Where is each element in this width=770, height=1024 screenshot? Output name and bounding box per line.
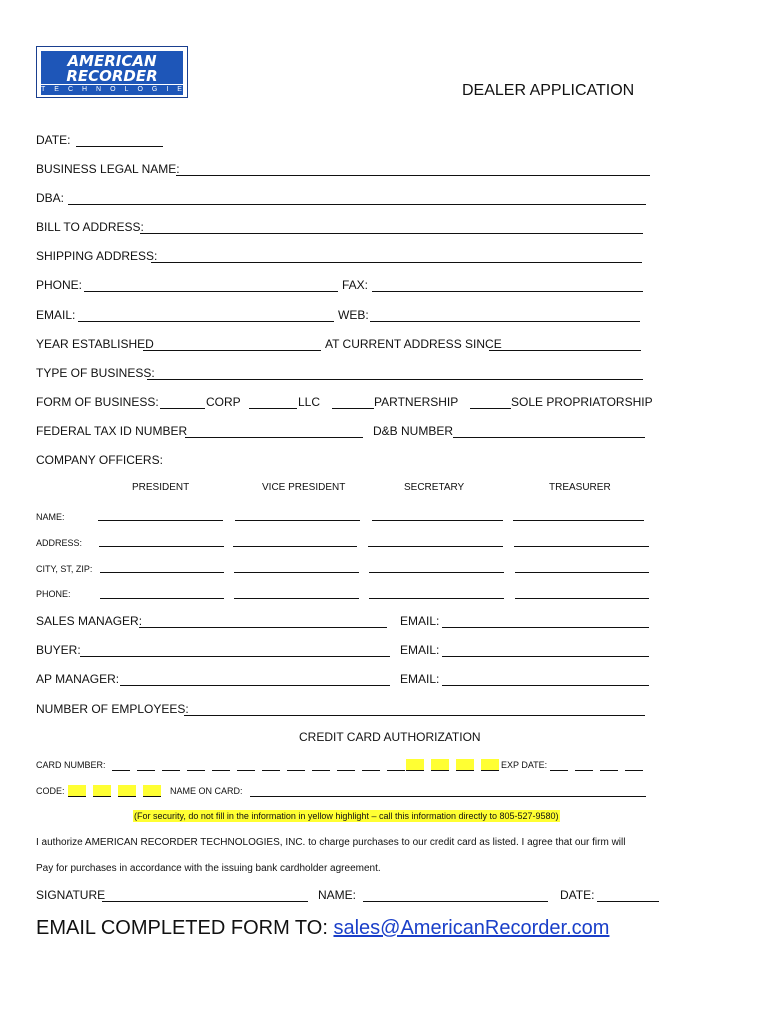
vp-name-field[interactable] [235, 520, 360, 521]
phone-field[interactable] [84, 291, 338, 292]
security-code-digit[interactable] [118, 785, 136, 797]
card-digit[interactable] [337, 770, 355, 771]
code-label: CODE: [36, 786, 65, 796]
card-digit[interactable] [137, 770, 155, 771]
card-digit[interactable] [287, 770, 305, 771]
name-on-card-label: NAME ON CARD: [170, 786, 243, 796]
fax-label: FAX: [342, 278, 369, 292]
sole-prop-label: SOLE PROPRIATORSHIP [511, 395, 653, 409]
year-established-label: YEAR ESTABLISHED [36, 337, 154, 351]
signature-name-label: NAME: [318, 888, 357, 902]
logo-line-3: TECHNOLOGIES [41, 86, 205, 93]
date-label: DATE: [36, 133, 71, 147]
form-of-business-label: FORM OF BUSINESS: [36, 395, 159, 409]
employees-label: NUMBER OF EMPLOYEES: [36, 702, 189, 716]
shipping-address-field[interactable] [151, 262, 642, 263]
exp-date-digit[interactable] [550, 770, 568, 771]
partnership-field[interactable] [332, 408, 374, 409]
treasurer-address-field[interactable] [514, 546, 649, 547]
dnb-number-field[interactable] [453, 437, 645, 438]
dnb-number-label: D&B NUMBER [373, 424, 454, 438]
page-title: DEALER APPLICATION [462, 82, 635, 99]
sales-manager-email-field[interactable] [442, 627, 649, 628]
card-digit-secure[interactable] [406, 759, 424, 771]
president-name-field[interactable] [98, 520, 223, 521]
dba-field[interactable] [68, 204, 646, 205]
president-phone-field[interactable] [100, 598, 224, 599]
security-note: (For security, do not fill in the information in yellow highlight – call this information directly to 805-527-9580) [134, 811, 559, 821]
business-legal-name-label: BUSINESS LEGAL NAME: [36, 162, 180, 176]
card-digit[interactable] [262, 770, 280, 771]
email-instruction [36, 917, 609, 940]
officer-col-treasurer: TREASURER [549, 482, 611, 493]
llc-label: LLC [298, 395, 321, 409]
officer-row-phone-label: PHONE: [36, 589, 71, 599]
card-digit[interactable] [312, 770, 330, 771]
web-field[interactable] [370, 321, 640, 322]
vp-city-field[interactable] [234, 572, 359, 573]
exp-date-digit[interactable] [625, 770, 643, 771]
ap-manager-field[interactable] [120, 685, 390, 686]
exp-date-label: EXP DATE: [501, 760, 548, 770]
bill-to-field[interactable] [140, 233, 643, 234]
company-logo [36, 46, 205, 98]
authorization-text-1: I authorize AMERICAN RECORDER TECHNOLOGIES, INC. to charge purchases to our credit card as listed. I agree that our firm will [36, 837, 626, 848]
card-number-label: CARD NUMBER: [36, 760, 106, 770]
officer-col-secretary: SECRETARY [404, 482, 465, 493]
sales-manager-field[interactable] [139, 627, 387, 628]
president-city-field[interactable] [100, 572, 224, 573]
exp-date-digit[interactable] [575, 770, 593, 771]
ap-manager-email-field[interactable] [442, 685, 649, 686]
sales-email-link[interactable]: sales@AmericanRecorder.com [333, 917, 610, 939]
name-on-card-field[interactable] [250, 796, 646, 797]
company-officers-label: COMPANY OFFICERS: [36, 453, 163, 467]
security-code-digit[interactable] [93, 785, 111, 797]
web-label: WEB: [338, 308, 369, 322]
type-of-business-label: TYPE OF BUSINESS: [36, 366, 155, 380]
authorization-text-2: Pay for purchases in accordance with the issuing bank cardholder agreement. [36, 863, 381, 874]
treasurer-city-field[interactable] [515, 572, 649, 573]
logo-line-2: RECORDER [66, 67, 158, 85]
dba-label: DBA: [36, 191, 65, 205]
signature-field[interactable] [102, 901, 308, 902]
buyer-label: BUYER: [36, 643, 81, 657]
officer-row-city-label: CITY, ST, ZIP: [36, 564, 93, 574]
card-digit[interactable] [387, 770, 405, 771]
secretary-phone-field[interactable] [369, 598, 504, 599]
current-address-since-field[interactable] [489, 350, 641, 351]
corp-field[interactable] [160, 408, 205, 409]
president-address-field[interactable] [99, 546, 224, 547]
sales-manager-email-label: EMAIL: [400, 614, 440, 628]
card-digit[interactable] [112, 770, 130, 771]
card-digit-secure[interactable] [431, 759, 449, 771]
vp-phone-field[interactable] [234, 598, 359, 599]
security-code-digit[interactable] [68, 785, 86, 797]
card-digit-secure[interactable] [481, 759, 499, 771]
fax-field[interactable] [372, 291, 643, 292]
phone-label: PHONE: [36, 278, 83, 292]
security-code-digit[interactable] [143, 785, 161, 797]
secretary-name-field[interactable] [372, 520, 503, 521]
card-digit[interactable] [162, 770, 180, 771]
card-digit-secure[interactable] [456, 759, 474, 771]
llc-field[interactable] [249, 408, 297, 409]
secretary-address-field[interactable] [368, 546, 503, 547]
federal-tax-id-field[interactable] [185, 437, 363, 438]
partnership-label: PARTNERSHIP [374, 395, 459, 409]
shipping-address-label: SHIPPING ADDRESS: [36, 249, 158, 263]
sole-prop-field[interactable] [470, 408, 511, 409]
officer-col-president: PRESIDENT [132, 482, 190, 493]
federal-tax-id-label: FEDERAL TAX ID NUMBER [36, 424, 188, 438]
signature-date-label: DATE: [560, 888, 595, 902]
treasurer-phone-field[interactable] [515, 598, 649, 599]
buyer-email-field[interactable] [442, 656, 649, 657]
signature-label: SIGNATURE [36, 888, 106, 902]
buyer-email-label: EMAIL: [400, 643, 440, 657]
signature-name-field[interactable] [363, 901, 548, 902]
card-digit[interactable] [237, 770, 255, 771]
card-digit[interactable] [187, 770, 205, 771]
buyer-field[interactable] [80, 656, 390, 657]
email-label: EMAIL: [36, 308, 76, 322]
exp-date-digit[interactable] [600, 770, 618, 771]
employees-field[interactable] [184, 715, 645, 716]
secretary-city-field[interactable] [369, 572, 504, 573]
corp-label: CORP [206, 395, 241, 409]
current-address-since-label: AT CURRENT ADDRESS SINCE [325, 337, 502, 351]
vp-address-field[interactable] [233, 546, 357, 547]
credit-card-heading: CREDIT CARD AUTHORIZATION [299, 730, 481, 744]
ap-manager-label: AP MANAGER: [36, 672, 120, 686]
ap-manager-email-label: EMAIL: [400, 672, 440, 686]
logo-line-1: AMERICAN [67, 52, 157, 70]
card-digit[interactable] [212, 770, 230, 771]
email-instruction-prefix: EMAIL COMPLETED FORM TO: [36, 917, 328, 939]
signature-date-field[interactable] [597, 901, 659, 902]
bill-to-label: BILL TO ADDRESS: [36, 220, 144, 234]
card-digit[interactable] [362, 770, 380, 771]
email-field[interactable] [78, 321, 334, 322]
year-established-field[interactable] [143, 350, 321, 351]
type-of-business-field[interactable] [147, 379, 643, 380]
officer-col-vice-president: VICE PRESIDENT [262, 482, 346, 493]
treasurer-name-field[interactable] [513, 520, 644, 521]
logo-band [41, 51, 183, 84]
officer-row-name-label: NAME: [36, 512, 65, 522]
date-field[interactable] [76, 146, 163, 147]
sales-manager-label: SALES MANAGER: [36, 614, 143, 628]
business-legal-name-field[interactable] [176, 175, 650, 176]
officer-row-address-label: ADDRESS: [36, 538, 83, 548]
